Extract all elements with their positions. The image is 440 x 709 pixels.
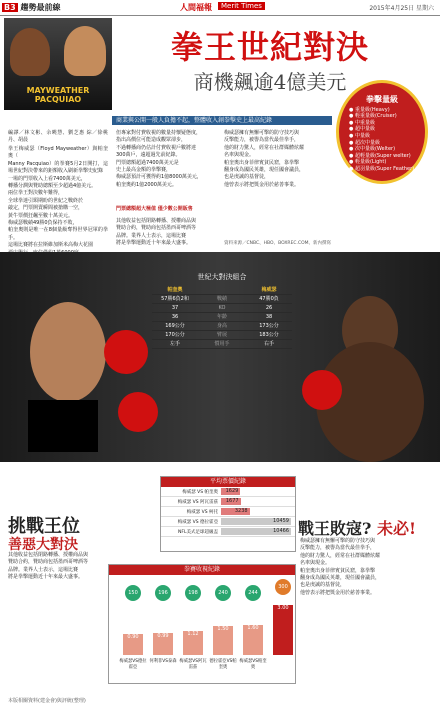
article3-line: 將是拳擊運動近十年來最大盛事。 [116, 240, 192, 247]
main-headline: 拳王世紀對決 [170, 28, 369, 66]
matchup-cell-l: 36 [171, 314, 179, 320]
article1-line: Manny Pacquiao）的拳賽5月2日開打，這場世紀對決帶來的鉅額收入刷新拳擊史紀錄 [8, 160, 108, 175]
article4-line: 梅威瑟擁有無懈可擊的防守技巧與 [224, 130, 300, 136]
sub-headline: 商機飆逾4億美元 [193, 70, 347, 94]
article1-line: 轉播分潤與贊助總額至少超過4億美元。 [8, 183, 97, 190]
weight-class-item: ● 次中量級(Welter) [349, 146, 396, 153]
ticket-price-title: 平均票價紀錄 [161, 477, 295, 487]
paper-logo: 人間福報 [180, 2, 212, 12]
right-article-line: 他曾表示將把獎金用於慈善事業。 [300, 589, 376, 596]
matchup-cell-r: 38 [265, 314, 273, 320]
article1-line: 這場比賽將在拉斯維加斯米高梅大花園 [8, 242, 94, 249]
revenue-bar: 1.60 [243, 625, 263, 655]
ppv-chart [108, 564, 296, 684]
matchup-cell-m: 戰績 [216, 296, 227, 302]
weight-class-item: ● 超輕量級(Super welter) [349, 152, 411, 159]
article2-line: 門票總額超過7400萬美元是 [116, 159, 179, 166]
ticket-price-bar: 1677 [221, 498, 241, 505]
article4-line: 帕奎奧出身菲律賓貧民窟，靠拳擊 [224, 159, 300, 166]
matchup-col-left: 帕奎奧 [167, 287, 183, 293]
article4-line: 反擊能力，被譽為當代最佳拳手， [224, 137, 300, 144]
weight-class-item: ● 重量級(Heavy) [349, 106, 390, 113]
article-col4 [224, 130, 334, 189]
ticket-price-row [161, 517, 295, 527]
article2-line: 不過轉播商仍估計付費收視戶數將達 [116, 144, 197, 151]
matchup-cell-m: 身高 [216, 323, 227, 329]
weight-class-badge: 拳擊量級 ● 重量級(Heavy) ● 輕重量級(Cruiser) ● 中重量級 ● 超中量級 ● 中量級 ● 超次中量級 ● 次中量級(Welter) ● 超輕量級(Super welter) ● 輕量級(Light) ● 超羽量級(Super Feather) [336, 80, 428, 184]
credits: 資料來源／CNBC、HBO、BOXREC.COM、新內撰寫 [224, 241, 332, 246]
ticket-price-row [161, 487, 295, 497]
matchup-rows [152, 295, 292, 349]
ticket-price-bar: 10459 [221, 518, 291, 525]
ticket-price-row [161, 527, 295, 537]
article3-line: 品牌。業界人士表示，這場比賽 [116, 232, 187, 239]
article1-line: 一場的門票收入上看7400萬美元， [8, 175, 86, 182]
article-col2 [116, 130, 216, 189]
matchup-row [152, 313, 292, 322]
page-footer [0, 698, 440, 709]
matchup-title: 世紀大對決組合 [197, 273, 247, 281]
matchup-cell-l: 左手 [169, 341, 180, 347]
article1-line: 梅威瑟戰績49勝0負保持不敗， [8, 220, 78, 227]
article4-line: 他的財力驚人，經常在社群媒體炫耀 [224, 144, 305, 151]
matchup-col-right: 梅威瑟 [261, 287, 277, 293]
left-headline: 挑戰王位 [8, 516, 80, 537]
matchup-cell-r: 183公分 [259, 332, 279, 338]
right-article-line: 翻身成為國民英雄，現任國會議員， [300, 575, 381, 582]
matchup-cell-r: 右手 [263, 341, 274, 347]
article3-line: 贊助合約，贊助商包括墨西哥啤酒等 [116, 225, 197, 232]
matchup-cell-m: 慣用手 [214, 341, 230, 347]
weight-class-item: ● 中重量級 [349, 119, 375, 126]
article1-line: 黃牛票價狂飆至數十萬美元。 [8, 212, 74, 219]
revenue-bar: 1.12 [183, 631, 203, 655]
x-axis-label: 何利菲VS泰森 [149, 659, 177, 664]
issue-date: 2015年4月25日 星期六 [369, 5, 434, 12]
paper-logo-en: Merit Times [218, 2, 265, 10]
article2-line: 但專家對付費收視的數量持懷疑態度， [116, 130, 202, 136]
viewers-bubble: 240 [215, 585, 231, 601]
article4-line: 他曾表示將把獎金用於慈善事業。 [224, 181, 300, 188]
weight-class-item: ● 超次中量級 [349, 139, 380, 146]
boxer-left-photo [10, 28, 50, 76]
article2-line: 帕奎奧約1億2000萬美元。 [116, 181, 177, 188]
ticket-price-bar: 1629 [221, 488, 240, 495]
x-axis-label: 梅威瑟VS阿瓦雷茲 [179, 659, 207, 670]
right-article-line: 帕奎奧出身菲律賓貧民窟，靠拳擊 [300, 567, 376, 574]
ticket-price-label: 梅威瑟 VS 阿瓦雷茲 [177, 499, 218, 505]
right-article-line: 他的財力驚人，經常在社群媒體炫耀 [300, 552, 381, 559]
article2-line: 指出高價位可能造成觀眾卻步， [116, 137, 187, 144]
matchup-cell-l: 37 [171, 305, 179, 311]
matchup-cell-l: 170公分 [165, 332, 185, 338]
pacquiao-photo [8, 282, 158, 452]
ticket-price-row [161, 497, 295, 507]
x-axis-label: 梅威瑟VS德拉霍亞 [119, 659, 147, 670]
ticket-price-label: 梅威瑟 VS 德拉霍亞 [177, 519, 218, 525]
article4-line: 名車與現金。 [224, 152, 255, 159]
matchup-cell-r: 47勝0負 [259, 296, 279, 302]
article3-line: 其他收益包括閉路轉播、授權商品與 [116, 218, 197, 224]
page-header [0, 0, 440, 16]
matchup-cell-r: 173公分 [259, 323, 279, 329]
matchup-cell-r: 26 [265, 305, 273, 311]
article4-line: 翻身成為國民英雄，現任國會議員， [224, 167, 305, 174]
ticket-price-bar: 10466 [221, 528, 291, 535]
ticket-price-bar: 3238 [221, 508, 250, 515]
footer-caption: 本版相關資料(建金會)與評統(整理) [8, 698, 86, 704]
right-article-line: 名車與現金。 [300, 560, 331, 567]
right-article [300, 538, 432, 597]
ticket-price-table [160, 476, 296, 552]
ticket-price-label: 梅威瑟 VS 帕奎奧 [182, 489, 218, 495]
matchup-table [152, 272, 292, 349]
right-article-line: 反擊能力，被譽為當代最佳拳手， [300, 545, 376, 552]
right-headline: 戰王敗寇? 未必! [298, 519, 416, 538]
revenue-bar: 1.50 [213, 626, 233, 655]
left-article-line: 將是拳擊運動近十年來最大盛事。 [8, 574, 84, 581]
left-article-line: 贊助合約，贊助商包括墨西哥啤酒等 [8, 559, 89, 566]
ticket-price-row [161, 507, 295, 517]
viewers-bubble: 198 [185, 585, 201, 601]
left-article [8, 552, 104, 582]
matchup-cell-l: 169公分 [165, 323, 185, 329]
article1-line: 兩位拳王對決數年難得， [8, 190, 64, 197]
x-axis-label: 梅威瑟VS帕奎奧 [239, 659, 267, 670]
right-article-line: 梅威瑟擁有無懈可擊的防守技巧與 [300, 538, 376, 544]
revenue-highlight: 3.00 [273, 605, 293, 655]
article-col1 [8, 146, 108, 257]
viewers-highlight: 300 [275, 579, 291, 595]
matchup-row [152, 340, 292, 349]
mayweather-photo [300, 272, 440, 462]
left-article-line: 品牌。業界人士表示，這場比賽 [8, 566, 79, 573]
lead-bar: 商業與公開一般人負擔不起，整體收入創拳擊史上最高紀錄 [112, 116, 332, 125]
right-article-line: 也是虔誠的基督徒， [300, 582, 346, 589]
article-col3 [116, 218, 216, 248]
section-tag: B3 趨勢最前線 [4, 3, 61, 12]
matchup-cell-m: 年齡 [216, 314, 227, 320]
x-axis-label: 德拉霍亞VS帕奎奧 [209, 659, 237, 670]
matchup-cell-l: 57勝6負2和 [161, 296, 189, 302]
boxer-right-photo [64, 26, 106, 76]
viewers-bubble: 196 [155, 585, 171, 601]
weight-class-list [349, 107, 415, 173]
article1-line: 敲定，門票開賣瞬間被搶購一空， [8, 205, 84, 212]
revenue-bar: 0.99 [153, 633, 173, 655]
article1-line: 帕奎奧則是唯一在8個量級奪得世界冠軍的拳手。 [8, 227, 108, 241]
weight-class-item: ● 超羽量級(Super Feather) [349, 165, 415, 172]
matchup-row [152, 304, 292, 313]
matchup-cell-m: KO [218, 305, 226, 311]
article2-line: 史上最高金額的拳擊賽， [116, 167, 172, 174]
article1-line: 全球拳迷引頸期盼的世紀之戰終於 [8, 197, 84, 204]
byline: 編譯／林文彬、余曉慧、劉芝惠 綜／徐桃丹、胡晨 [8, 130, 108, 144]
viewers-bubble: 244 [245, 585, 261, 601]
chart-title: 拳賽收視紀錄 [109, 565, 295, 575]
matchup-row [152, 295, 292, 304]
weight-class-item: ● 中量級 [349, 132, 370, 139]
weight-class-item: ● 輕量級(Light) [349, 159, 387, 166]
ticket-price-label: NFL美式足球超級盃 [178, 529, 218, 535]
matchup-cell-m: 臂展 [216, 332, 227, 338]
weight-class-item: ● 輕重量級(Cruiser) [349, 113, 397, 120]
hero-title: MAYWEATHER PACQUIAO [26, 86, 90, 104]
article2-line: 梅威瑟預計可獲得約1億8000萬美元， [116, 174, 202, 181]
matchup-row [152, 322, 292, 331]
left-article-line: 其他收益包括閉路轉播、授權商品與 [8, 552, 89, 558]
hero-photo [4, 18, 112, 110]
weight-class-item: ● 超中量級 [349, 126, 375, 133]
left-subheadline: 善惡大對決 [8, 537, 78, 553]
revenue-bar: 0.90 [123, 634, 143, 655]
matchup-row [152, 331, 292, 340]
article1-line: 拳王梅威瑟（Floyd Mayweather）與帕奎奧（ [8, 146, 108, 160]
article2-line: 300萬戶，遠超過先前紀錄。 [116, 152, 181, 159]
viewers-bubble: 150 [125, 585, 141, 601]
ticket-price-rows [161, 487, 295, 537]
pull-quote: 門票總額超大極值 僅少數公開販售 [116, 206, 193, 212]
article4-line: 也是虔誠的基督徒， [224, 174, 270, 181]
ticket-price-label: 梅威瑟 VS 柯托 [186, 509, 218, 515]
